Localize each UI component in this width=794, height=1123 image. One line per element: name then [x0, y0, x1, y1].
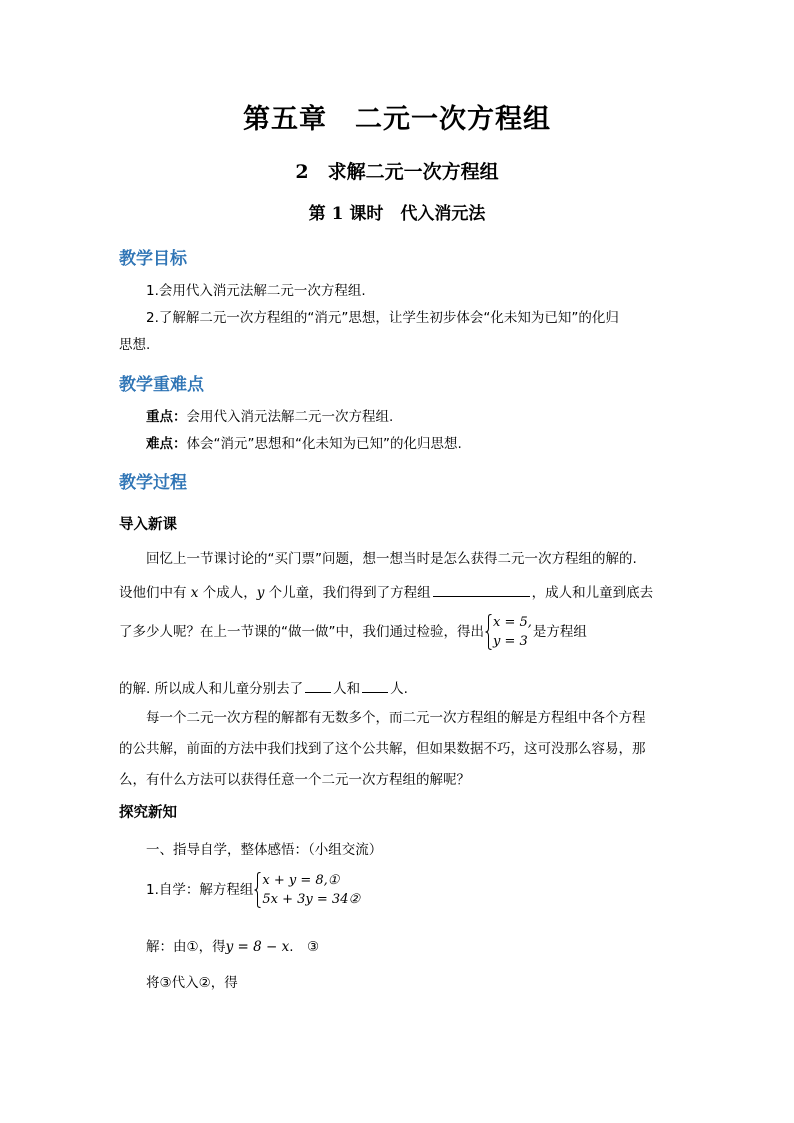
- expression-y: y = 8 − x: [225, 939, 290, 955]
- intro-paragraph-2-line-2: 的公共解，前面的方法中我们找到了这个公共解，但如果数据不巧，这可没那么容易，那: [119, 741, 646, 757]
- intro-paragraph-1-line-4: [119, 677, 408, 697]
- key-point-label: 重点：: [146, 409, 187, 425]
- explore-heading: 探究新知: [119, 805, 177, 821]
- solution-row-x: x = 5,: [493, 615, 532, 630]
- intro-paragraph-1-line-2: [119, 581, 653, 601]
- text-segment: 解：由①，得: [146, 939, 226, 955]
- answer-blank-adults: [305, 680, 331, 693]
- intro-paragraph-2-line-3: 么，有什么方法可以获得任意一个二元一次方程组的解呢？: [119, 772, 470, 788]
- section-title: 2 求解二元一次方程组: [295, 161, 499, 183]
- text-segment: 是方程组: [532, 624, 587, 640]
- text-segment: 个儿童，我们得到了方程组: [268, 585, 431, 601]
- text-segment: 个成人，: [202, 585, 257, 601]
- variable-y: y: [256, 585, 265, 601]
- goal-item-2-line-2: 思想.: [119, 337, 151, 353]
- variable-x: x: [190, 585, 199, 601]
- solution-step-1: [146, 935, 319, 955]
- intro-paragraph-1-line-1: 回忆上一节课讨论的“买门票”问题，想一想当时是怎么获得二元一次方程组的解的.: [146, 551, 637, 567]
- answer-blank-system: [433, 584, 530, 597]
- left-brace-icon: [485, 614, 492, 650]
- key-point-text: 会用代入消元法解二元一次方程组.: [186, 409, 394, 425]
- solution-row-y: y = 3: [493, 634, 528, 649]
- solution-step-2: 将③代入②，得: [146, 975, 238, 991]
- chapter-title: 第五章 二元一次方程组: [243, 104, 551, 135]
- text-segment: 人和: [333, 681, 361, 697]
- solution-system: [485, 613, 532, 651]
- left-brace-icon: [254, 872, 261, 908]
- difficult-point: [146, 432, 462, 452]
- intro-heading: 导入新课: [119, 517, 177, 533]
- equation-2: 5x + 3y = 34②: [262, 892, 361, 907]
- goal-item-2-line-1: 2.了解解二元一次方程组的“消元”思想，让学生初步体会“化未知为已知”的化归: [146, 310, 619, 326]
- equation-1: x + y = 8,①: [262, 873, 340, 888]
- lesson-title: 第 1 课时 代入消元法: [308, 204, 486, 224]
- goals-heading: 教学目标: [119, 249, 187, 269]
- text-segment: ，成人和儿童到底去: [531, 585, 654, 601]
- key-point: [146, 405, 393, 425]
- text-segment: 了多少人呢？在上一节课的“做一做”中，我们通过检验，得出: [119, 624, 484, 640]
- keypoints-heading: 教学重难点: [119, 375, 204, 395]
- text-segment: 设他们中有: [119, 585, 187, 601]
- answer-blank-children: [362, 680, 388, 693]
- equation-system: [254, 871, 360, 909]
- text-segment: 人.: [390, 681, 408, 697]
- text-segment: 1.自学：解方程组: [146, 882, 254, 898]
- difficult-point-label: 难点：: [146, 436, 187, 452]
- goal-item-1: 1.会用代入消元法解二元一次方程组.: [146, 283, 366, 299]
- difficult-point-text: 体会“消元”思想和“化未知为已知”的化归思想.: [186, 436, 462, 452]
- process-heading: 教学过程: [119, 473, 187, 493]
- explore-step-1: 一、指导自学，整体感悟：（小组交流）: [146, 842, 383, 858]
- text-segment: 的解. 所以成人和儿童分别去了: [119, 681, 304, 697]
- intro-paragraph-2-line-1: 每一个二元一次方程的解都有无数多个，而二元一次方程组的解是方程组中各个方程: [146, 710, 646, 726]
- self-study-line: [146, 871, 361, 909]
- text-segment: . ③: [289, 939, 320, 955]
- intro-paragraph-1-line-3: [119, 613, 587, 651]
